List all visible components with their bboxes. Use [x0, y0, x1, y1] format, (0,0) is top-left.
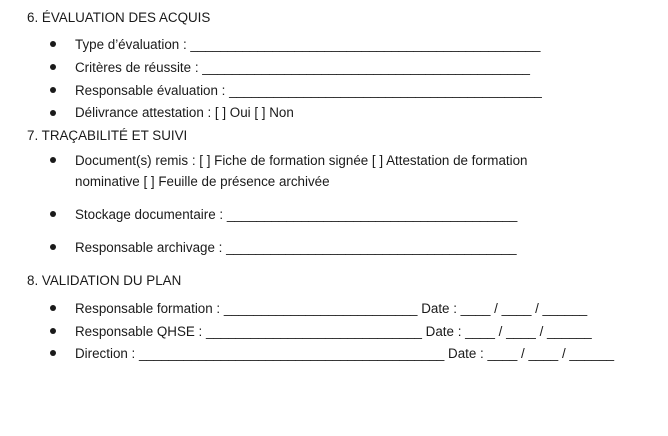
field-responsable-archivage: Responsable archivage : _______________________________________	[75, 240, 517, 255]
bullet-icon	[50, 328, 56, 334]
field-delivrance-attestation: Délivrance attestation : [ ] Oui [ ] Non	[75, 105, 294, 120]
bullet-icon	[50, 87, 56, 93]
bullet-icon	[50, 211, 56, 217]
field-responsable-evaluation: Responsable évaluation : __________________________________________	[75, 83, 542, 98]
bullet-icon	[50, 41, 56, 47]
section-6-heading: 6. ÉVALUATION DES ACQUIS	[27, 10, 211, 25]
field-type-evaluation: Type d’évaluation : _______________________________________________	[75, 37, 541, 52]
bullet-icon	[50, 110, 56, 116]
field-responsable-qhse: Responsable QHSE : _____________________________ Date : ____ / ____ / ______	[75, 324, 592, 339]
field-documents-remis: Document(s) remis : [ ] Fiche de formation signée [ ] Attestation de formation nominative [ ] Feuille de présence archivée	[75, 153, 528, 189]
field-criteres-reussite: Critères de réussite : ____________________________________________	[75, 60, 530, 75]
field-direction: Direction : _________________________________________ Date : ____ / ____ / ______	[75, 346, 615, 361]
field-stockage-documentaire: Stockage documentaire : _______________________________________	[75, 207, 518, 222]
bullet-icon	[50, 350, 56, 356]
section-7-heading: 7. TRAÇABILITÉ ET SUIVI	[27, 128, 188, 143]
section-8-heading: 8. VALIDATION DU PLAN	[27, 273, 182, 288]
field-responsable-formation: Responsable formation : __________________________ Date : ____ / ____ / ______	[75, 301, 588, 316]
bullet-icon	[50, 244, 56, 250]
bullet-icon	[50, 157, 56, 163]
bullet-icon	[50, 64, 56, 70]
bullet-icon	[50, 305, 56, 311]
